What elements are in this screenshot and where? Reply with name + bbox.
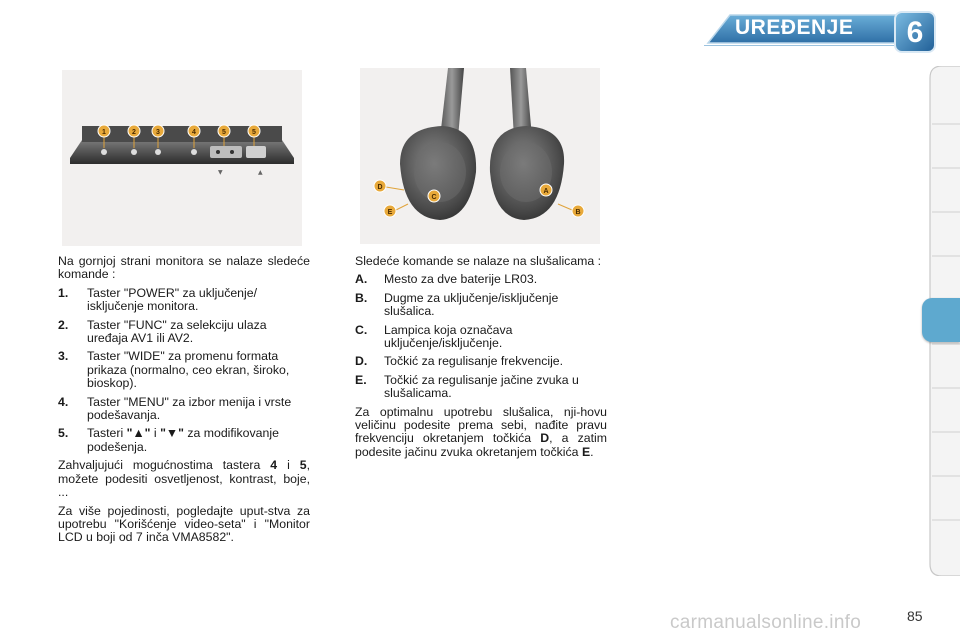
headset-label-b: B — [575, 209, 581, 216]
headset-intro: Sledeće komande se nalaze na slušalicama : — [355, 254, 602, 268]
monitor-label-1: 1 — [102, 129, 106, 136]
watermark: carmanualsonline.info — [670, 612, 862, 633]
headset-label-e: E — [387, 209, 393, 216]
item-text-post: za modifikovanje podešenja. — [87, 426, 279, 454]
item-text: Mesto za dve baterije LR03. — [384, 272, 538, 287]
arrow-up-icon: "▲" — [126, 426, 151, 441]
text-run: , možete podesiti osvetljenost, kontrast, boje, ... — [58, 458, 311, 500]
item-text: Taster "POWER" za uključenje/ isključenje monitora. — [87, 285, 258, 314]
item-key: E. — [355, 372, 367, 387]
item-text: Točkić za regulisanje frekvencije. — [384, 354, 564, 369]
text-run: Za optimalnu upotrebu slušalica, nji-hovu veličinu podesite prema sebi, nađite pravu frekvenciju okretanjem točkića — [355, 404, 607, 446]
item-key: D. — [355, 354, 368, 369]
monitor-item-3 — [58, 350, 310, 390]
page-number: 85 — [907, 608, 923, 624]
monitor-item-4 — [58, 396, 310, 423]
monitor-item-1 — [58, 287, 310, 314]
text-run: i — [287, 458, 290, 473]
text-run: , a zatim podesite jačinu zvuka okretanjem točkića — [355, 431, 608, 459]
item-key: 3. — [58, 349, 69, 364]
item-key: 2. — [58, 317, 69, 332]
item-key: 1. — [58, 285, 69, 300]
headset-image — [360, 68, 600, 244]
item-key: A. — [355, 272, 368, 287]
text-run: . — [590, 444, 594, 459]
monitor-label-3: 3 — [156, 129, 160, 136]
monitor-label-5b: 5 — [252, 129, 256, 136]
item-text: Točkić za regulisanje jačine zvuka u slušalicama. — [384, 372, 579, 401]
text-run: Zahvaljujući mogućnostima tastera — [58, 458, 261, 473]
monitor-label-2: 2 — [132, 129, 136, 136]
item-text: Taster "WIDE" za promenu formata prikaza (normalno, ceo ekran, široko, bioskop). — [87, 349, 290, 391]
headset-paragraph-2 — [355, 406, 607, 460]
headset-controls-text — [355, 255, 607, 464]
headset-label-c: C — [431, 194, 437, 201]
monitor-top-image — [62, 70, 302, 246]
monitor-label-4: 4 — [192, 129, 196, 136]
item-key: 5. — [58, 426, 69, 441]
item-text-and: i — [153, 426, 157, 441]
item-key: 4. — [58, 394, 69, 409]
wheel-ref-d: D — [540, 431, 550, 446]
monitor-item-2 — [58, 319, 310, 346]
chapter-title: UREĐENJE — [735, 16, 854, 39]
headset-item-e — [355, 374, 607, 401]
item-text: Taster "FUNC" za selekciju ulaza uređaja AV1 ili AV2. — [87, 317, 267, 346]
item-key: C. — [355, 322, 368, 337]
monitor-intro: Na gornjoj strani monitora se nalaze sledeće komande : — [58, 254, 310, 282]
chapter-tab-active[interactable] — [922, 298, 960, 342]
item-text: Taster "MENU" za izbor menija i vrste podešavanja. — [87, 394, 292, 423]
item-key: B. — [355, 290, 368, 305]
item-text: Dugme za uključenje/isključenje slušalica. — [384, 290, 559, 319]
wheel-ref-e: E — [581, 444, 591, 459]
headset-label-a: A — [543, 188, 549, 195]
monitor-controls-text — [58, 255, 310, 550]
item-text: Lampica koja označava uključenje/isključenje. — [384, 322, 513, 351]
headset-item-b — [355, 292, 607, 319]
headset-item-d — [355, 355, 607, 368]
key-ref-4: 4 — [270, 458, 278, 473]
arrow-down-icon: "▼" — [160, 426, 184, 441]
monitor-label-5a: 5 — [222, 129, 226, 136]
item-text-pre: Tasteri — [87, 426, 124, 441]
monitor-paragraph-3: Za više pojedinosti, pogledajte uput-stva za upotrebu "Korišćenje video-seta" i "Monitor LCD u boji od 7 inča VMA8582". — [58, 503, 310, 545]
headset-item-a — [355, 273, 607, 286]
svg-text:▼: ▼ — [218, 169, 223, 176]
key-ref-5: 5 — [299, 458, 307, 473]
svg-text:▲: ▲ — [258, 169, 263, 176]
monitor-item-5 — [58, 427, 310, 454]
monitor-paragraph-2 — [58, 459, 310, 499]
item-text — [87, 427, 310, 454]
headset-label-d: D — [377, 184, 383, 191]
headset-item-c — [355, 324, 607, 351]
chapter-number: 6 — [906, 16, 924, 49]
